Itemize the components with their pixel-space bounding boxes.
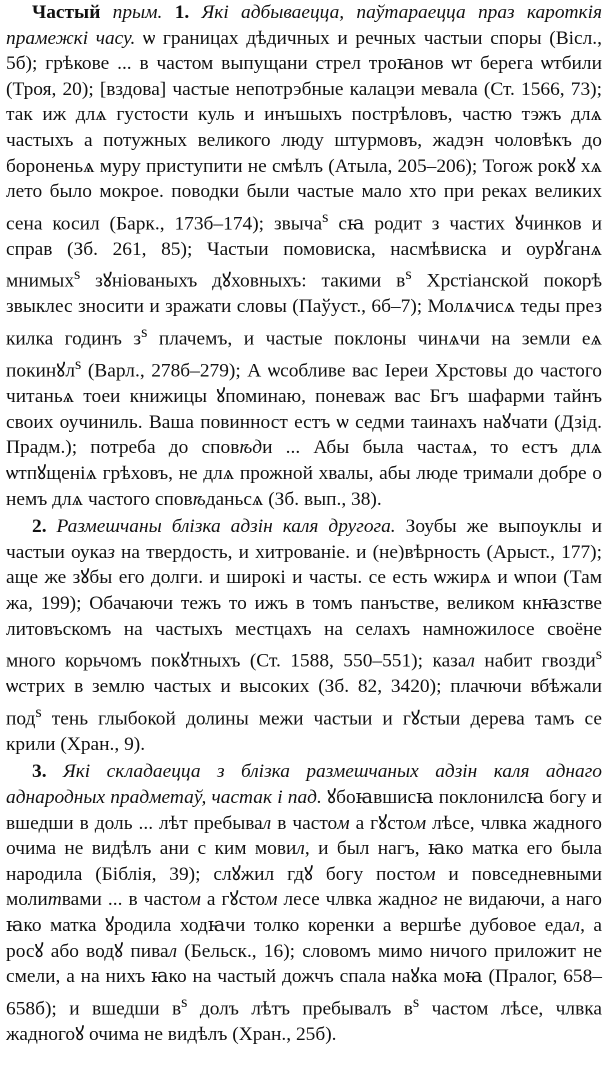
italic-text: т: [47, 889, 62, 911]
italic-text: л: [466, 650, 475, 672]
quotation-text: на твердость, и хитрованіе. и (не)вѣрность (Арыст., 177); аще же зꙋбы его долги. и широкі и часты. се есть ѡжирѧ и ѡпои (Там жа, 199); Обачаючи тежъ то ижъ в томъ панъстве, великом кнꙗзстве литовъскомъ на частыхъ местцахъ на селахъ намножилосе своёне много корьчомъ покꙋтныхъ (Ст. 1588, 550–551); каза: [6, 541, 603, 672]
quotation-text: не видаючи, а наго ꙗко матка ꙋродила ходꙗчи толко коренки а вершѣе дубовое еда: [6, 889, 603, 936]
italic-text: л: [296, 838, 305, 860]
dictionary-entry: [6, 0, 602, 1047]
quotation-text: ѡстрих в землю частых и высоких (Зб. 82, 3420); плачючи вбѣжали под: [6, 676, 602, 730]
quotation-text: s: [181, 993, 188, 1011]
quotation-text: тень глыбокой долины межи частыи и гꙋстыи дерева тамъ се крили (Хран., 9).: [6, 708, 602, 755]
sense-number: 3.: [32, 761, 63, 783]
italic-text: Які складаецца з блізка размешчаных адзін каля аднаго аднародных прадметаў, частак і пад.: [6, 761, 602, 809]
quotation-text: (Варл., 278б–279); А ѡсобливе вас Іереи Хрстовы до частого читаньѧ тоеи книжицы ꙋпоминаю, поневаж вас Бгъ шафарми тайнъ своих оучиниль. Ваша повинност естъ ѡ седми таинахъ наꙋчати (Дзід. Прадм.); потреба до спов: [6, 360, 602, 459]
quotation-text: Хрстіанской покорѣ звыклес зносити и зражати словы (Паўуст., 6б–7); Молѧчисѧ теды през килка годинъ з: [6, 270, 603, 350]
quotation-text: и ... Абы была частаѧ, то естъ длѧ ѡтпꙋщеніѧ грѣховъ, не длѧ прожной хвалы, абы люде тримали добре о немъ длѧ частого спов: [6, 437, 602, 510]
quotation-text: Зоубы же выпоуклы и частыи оука: [6, 516, 603, 563]
quotation-text: s: [412, 993, 420, 1011]
italic-text: г: [429, 889, 438, 911]
italic-text: м: [265, 889, 278, 911]
quotation-text: вами ... в часто: [61, 889, 189, 911]
quotation-text: долъ лѣтъ пребывалъ в: [187, 998, 413, 1020]
quotation-text: плачемъ, и частые поклоны чинѧчи на земли еѧ покинꙋл: [6, 328, 602, 382]
italic-text: л: [262, 812, 272, 834]
italic-text: з: [107, 541, 115, 563]
italic-text: Размешчаны блізка адзін каля другога.: [56, 516, 406, 538]
quotation-text: ꙋбоꙗвшисꙗ поклонилсꙗ богу и вшедши в доль ... лѣт пребыва: [6, 787, 602, 834]
italic-text: л: [571, 915, 581, 936]
quotation-text: в часто: [271, 812, 338, 834]
quotation-text: s: [35, 703, 42, 721]
quotation-text: зꙋніованыхъ дꙋховныхъ: такими в: [80, 270, 406, 292]
quotation-text: даньсѧ (Зб. вып., 38).: [205, 488, 382, 510]
italic-text: Які адбываецца, паўтараецца праз кароткія прамежкі часу.: [6, 2, 603, 49]
entry-paragraph: [6, 514, 602, 757]
italic-text: ѣ: [192, 488, 206, 510]
quotation-text: ѡ границах дѣдичных и речных частыи споры (Вісл., 5б); грѣкове ... в частом выпущани стрел троꙗнов ѡт берега ѡтбили (Троя, 20); [вздова] частые непотрэбные калацэи мевала (Ст. 1566, 73); так иж длѧ густости куль и инъшыхъ пострѣловъ, частю тэжъ длѧ частыхъ а потужных великого люду штурмовъ, жадэн чоловѣкъ до бороненьѧ муру приступити не смѣлъ (Атыла, 205–206); Тогож рокꙋ хѧ лето было мокрое. поводки были частые мало хто при реках великих сена косил (Барк., 173б–174); звыча: [6, 27, 602, 235]
quotation-text: лесе члвка жадно: [277, 889, 430, 911]
quotation-text: s: [141, 324, 148, 342]
entry-paragraph: [6, 0, 602, 512]
quotation-text: набит гвозди: [474, 650, 596, 672]
quotation-text: s: [322, 208, 329, 226]
quotation-text: , а росꙋ або водꙋ пива: [6, 915, 602, 962]
italic-text: прым.: [112, 2, 175, 23]
sense-number: 2.: [32, 516, 57, 538]
quotation-text: s: [74, 266, 81, 284]
italic-text: м: [423, 863, 436, 885]
quotation-text: , и был нагъ, ꙗко матка его была народила (Біблія, 39); слꙋжил гдꙋ богу посто: [6, 838, 602, 885]
quotation-text: s: [405, 266, 412, 284]
quotation-text: а гꙋсто: [200, 889, 266, 911]
quotation-text: лѣсе, члвка жадного очима не видѣлъ ани с ким мови: [6, 812, 602, 860]
quotation-text: s: [595, 646, 603, 664]
quotation-text: сꙗ родит з частих ꙋчинков и справ (Зб. 261, 85); Частыи помовиска, насмѣвиска и оурꙋганѧ мнимых: [6, 213, 602, 292]
quotation-text: s: [75, 356, 82, 374]
quotation-text: (Бельск., 16); словомъ мимо ничого приложит не смели, а на нихъ ꙗко на частый дожчъ спала наꙋка моꙗ (Пралог, 658–658б); и вшедши в: [6, 940, 602, 1020]
entry-paragraph: [6, 759, 602, 1047]
quotation-text: частом лѣсе, члвка жадногоꙋ очима не видѣлъ (Хран., 25б).: [6, 998, 602, 1045]
italic-text: ѣд: [239, 437, 263, 459]
italic-text: м: [413, 812, 427, 834]
quotation-text: а гꙋсто: [349, 812, 414, 834]
quotation-text: и повседневными моли: [6, 863, 602, 911]
sense-number: 1.: [174, 2, 202, 23]
italic-text: л: [168, 940, 178, 962]
italic-text: м: [188, 889, 201, 911]
italic-text: м: [337, 812, 350, 834]
sense-number: Частый: [32, 2, 113, 23]
